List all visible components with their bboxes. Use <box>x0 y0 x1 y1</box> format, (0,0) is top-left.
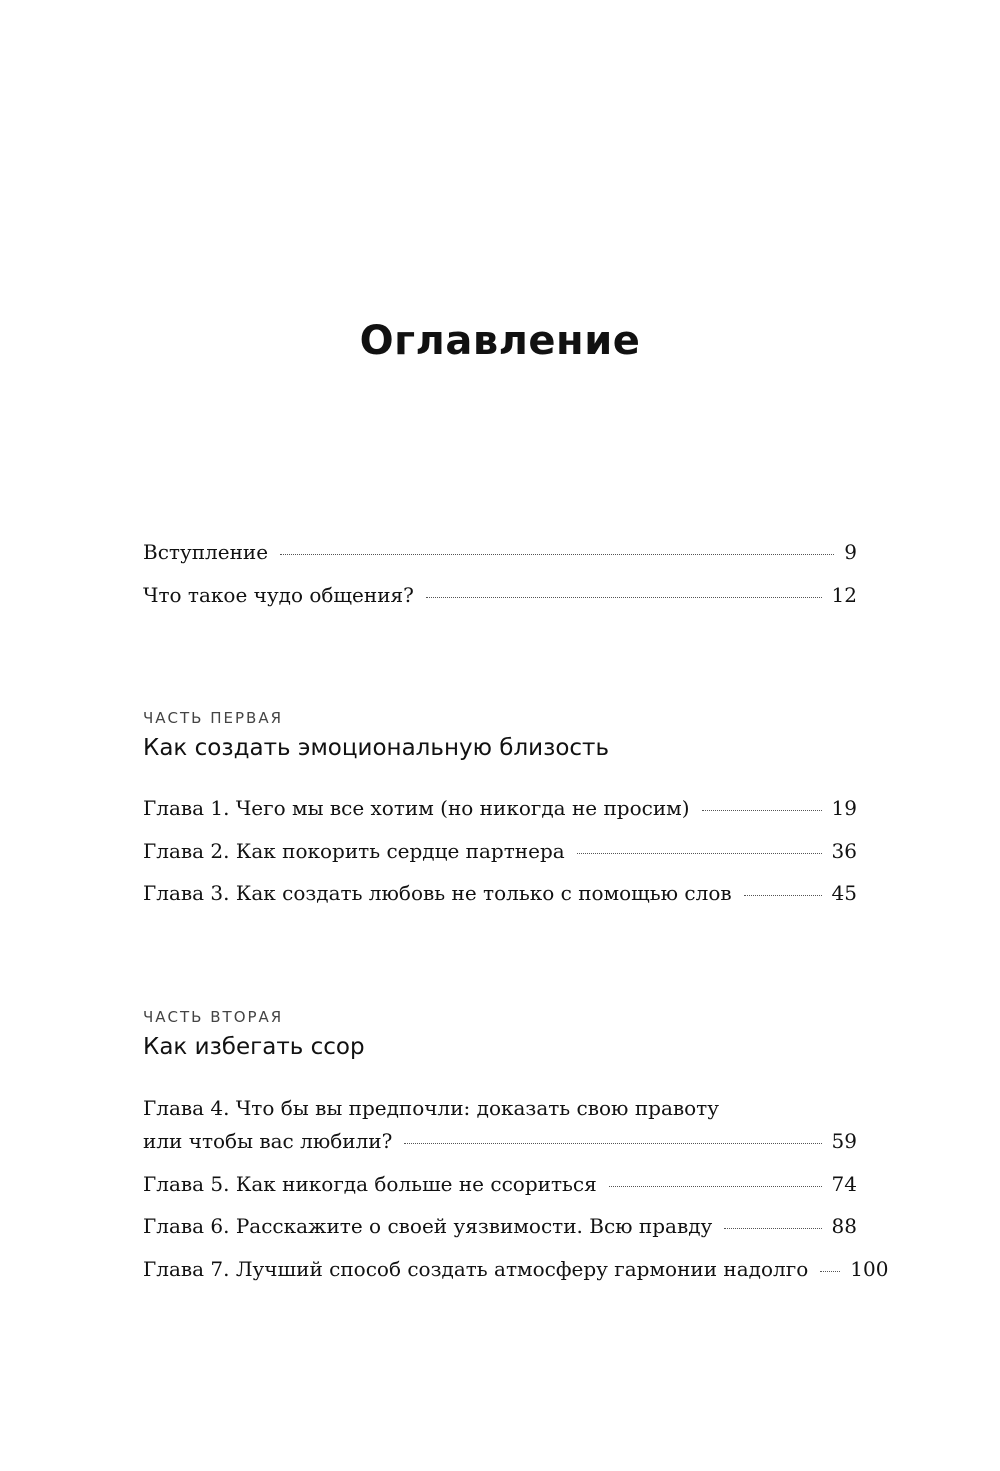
toc-entry-label: Вступление <box>143 540 269 564</box>
toc-entry-label: Глава 2. Как покорить сердце партнера <box>143 839 565 863</box>
toc-entry-label: Глава 4. Что бы вы предпочли: доказать свою правоту <box>143 1096 720 1120</box>
toc-entry[interactable] <box>143 839 857 863</box>
toc-entry[interactable] <box>143 796 857 820</box>
toc-entry-page: 12 <box>831 583 857 607</box>
toc-entry-page: 59 <box>831 1129 857 1153</box>
toc-entry-page: 88 <box>831 1214 857 1238</box>
toc-entry-page: 100 <box>850 1257 889 1281</box>
dot-leader <box>577 853 822 854</box>
toc-entry-page: 19 <box>831 796 857 820</box>
toc-entry[interactable] <box>143 1214 857 1238</box>
toc-entry-label: Что такое чудо общения? <box>143 583 414 607</box>
part-kicker: ЧАСТЬ ПЕРВАЯ <box>143 709 284 727</box>
toc-entry-label: Глава 5. Как никогда больше не ссориться <box>143 1172 597 1196</box>
toc-entry-line1[interactable] <box>143 1096 857 1120</box>
toc-entry-label: Глава 6. Расскажите о своей уязвимости. Всю правду <box>143 1214 713 1238</box>
toc-entry[interactable] <box>143 1257 889 1281</box>
part-kicker: ЧАСТЬ ВТОРАЯ <box>143 1008 284 1026</box>
toc-entry-page: 9 <box>844 540 857 564</box>
toc-entry-label: Глава 3. Как создать любовь не только с помощью слов <box>143 881 732 905</box>
dot-leader <box>744 895 822 896</box>
toc-entry[interactable] <box>143 583 857 607</box>
toc-entry-page: 36 <box>831 839 857 863</box>
dot-leader <box>280 554 834 555</box>
toc-entry[interactable] <box>143 881 857 905</box>
page-title: Оглавление <box>359 318 641 364</box>
toc-entry-label: Глава 7. Лучший способ создать атмосферу гармонии надолго <box>143 1257 809 1281</box>
toc-entry-page: 45 <box>831 881 857 905</box>
toc-entry[interactable] <box>143 540 857 564</box>
dot-leader <box>820 1271 840 1272</box>
dot-leader <box>404 1143 821 1144</box>
dot-leader <box>609 1186 822 1187</box>
part-title: Как избегать ссор <box>143 1034 365 1060</box>
toc-entry[interactable] <box>143 1129 857 1153</box>
toc-entry[interactable] <box>143 1172 857 1196</box>
dot-leader <box>702 810 822 811</box>
toc-entry-label: Глава 1. Чего мы все хотим (но никогда не просим) <box>143 796 690 820</box>
dot-leader <box>426 597 822 598</box>
toc-entry-page: 74 <box>831 1172 857 1196</box>
dot-leader <box>724 1228 821 1229</box>
toc-entry-label: или чтобы вас любили? <box>143 1129 393 1153</box>
part-title: Как создать эмоциональную близость <box>143 735 609 761</box>
